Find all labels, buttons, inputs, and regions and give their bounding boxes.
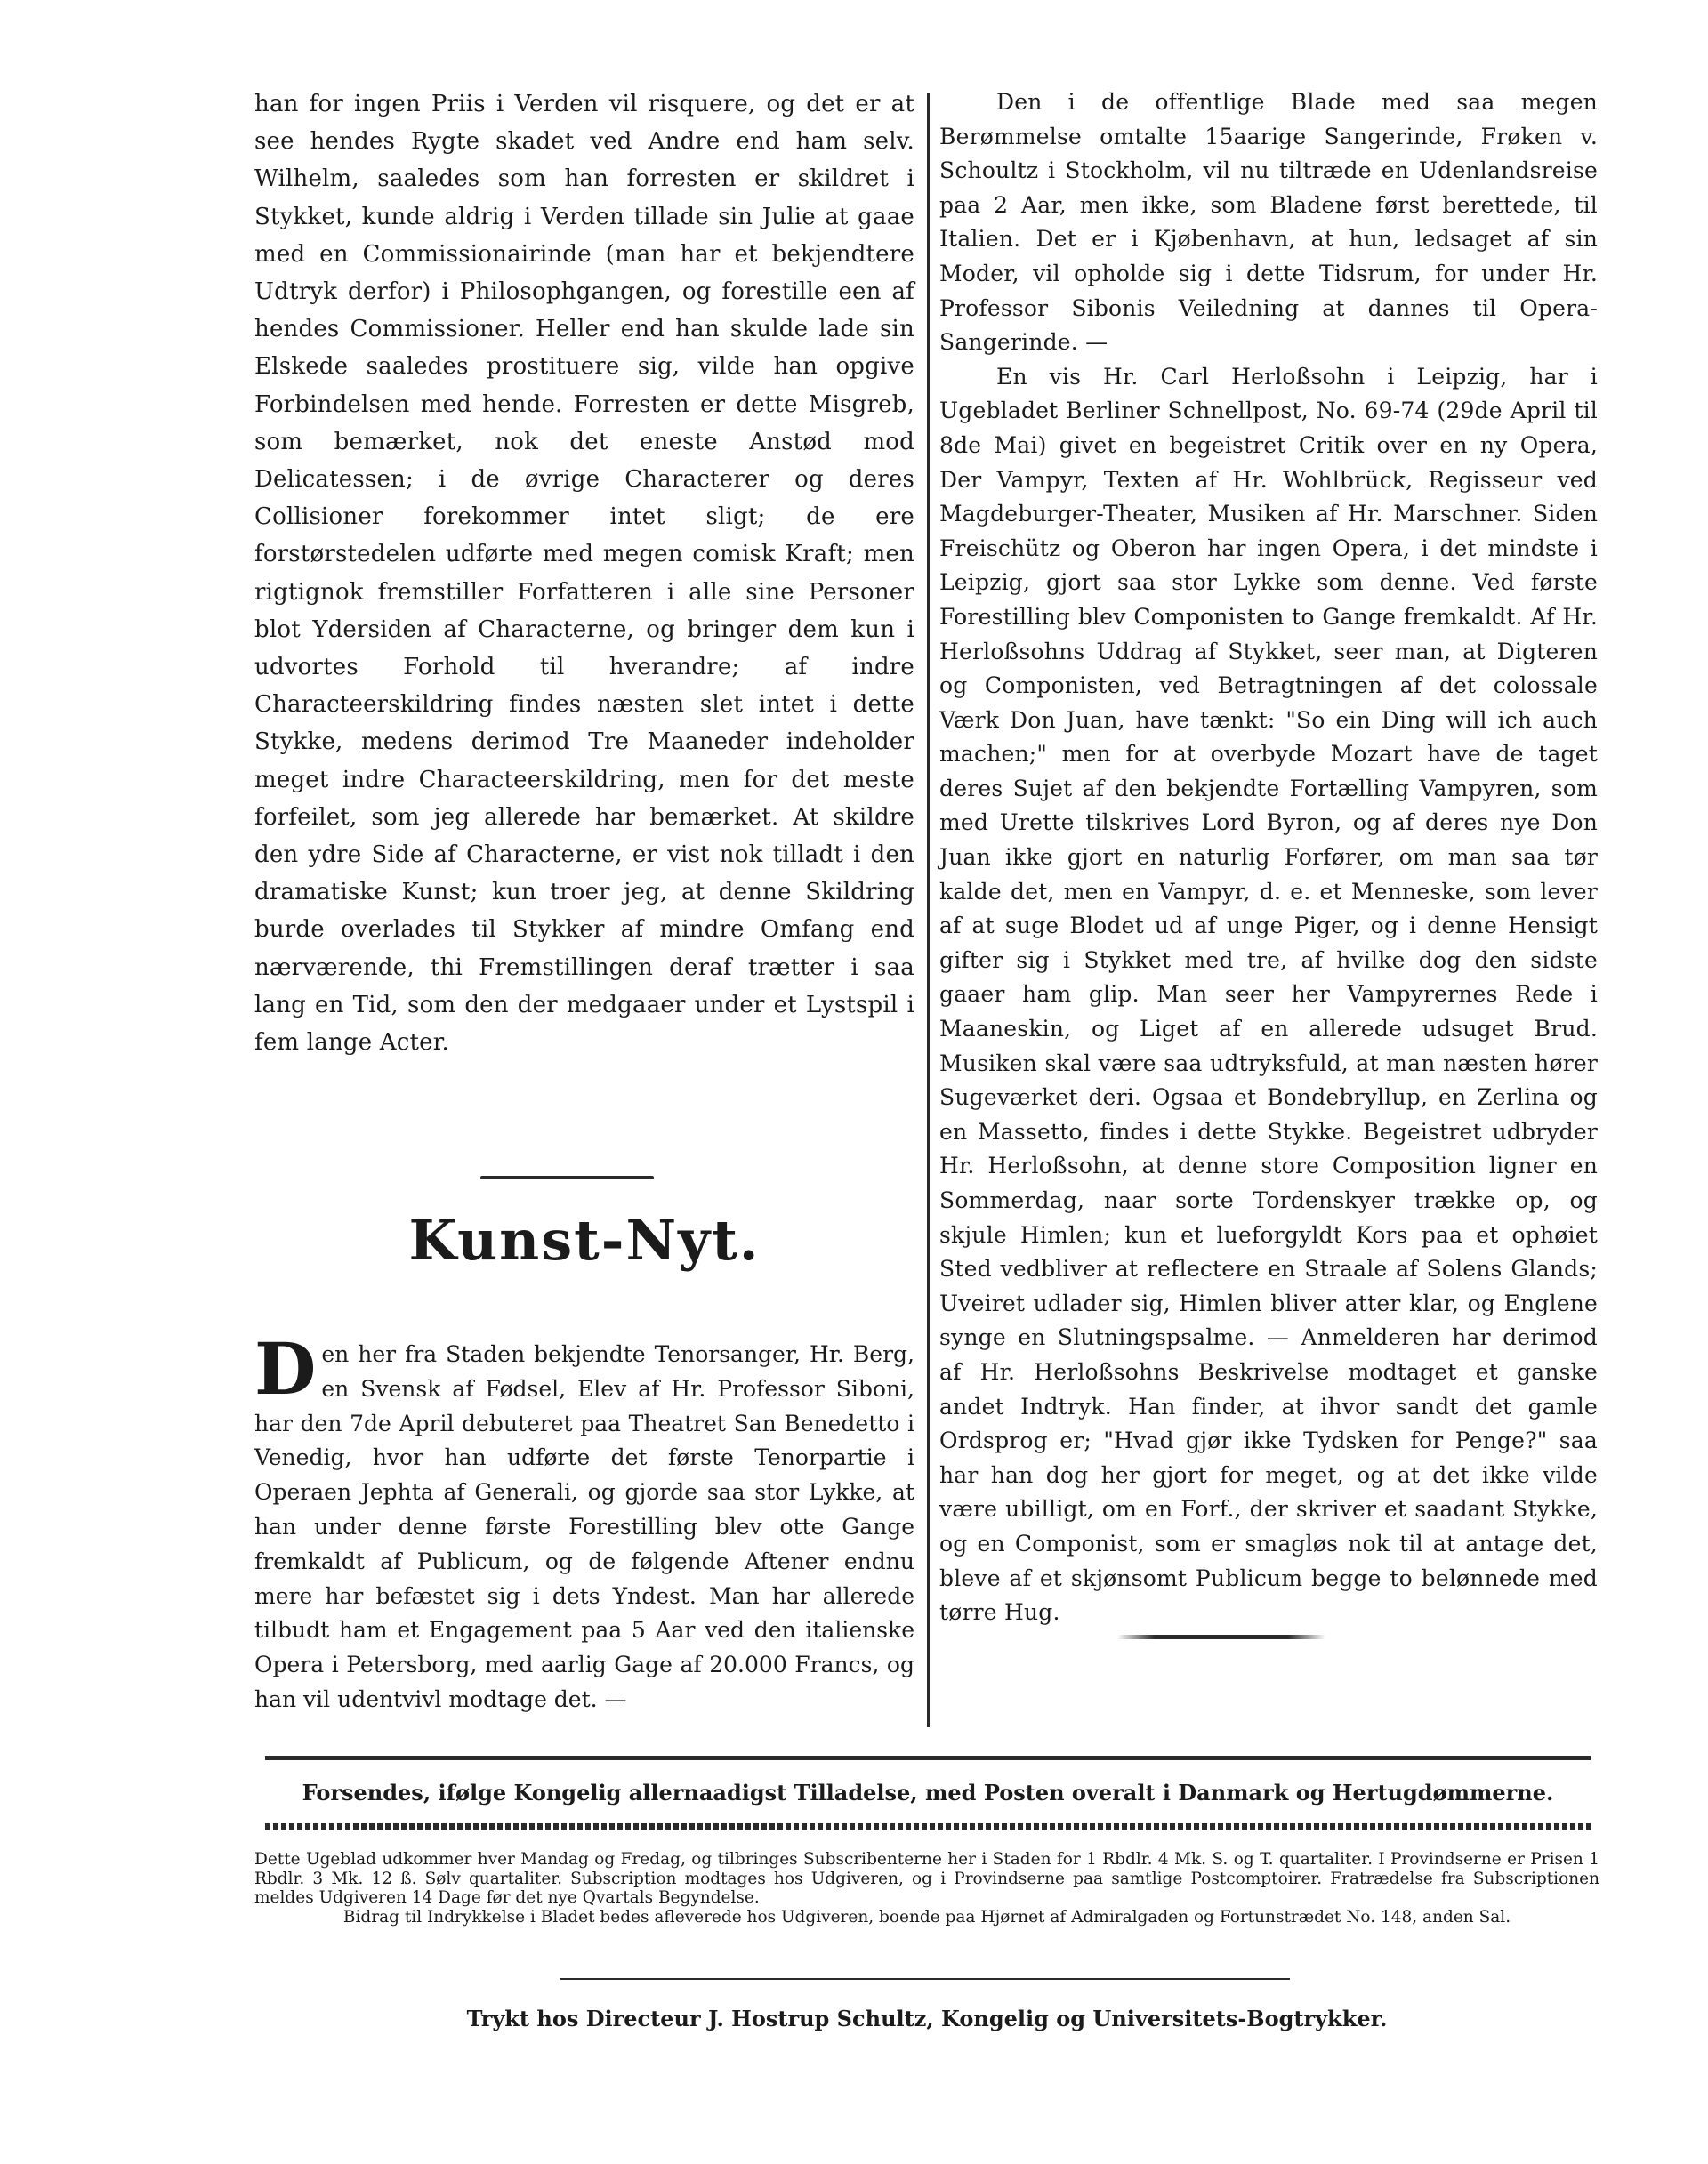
drop-cap: D: [254, 1327, 317, 1411]
contributions-text: Bidrag til Indrykkelse i Bladet bedes afleverede hos Udgiveren, boende paa Hjørnet af Admiralgaden og Fortunstrædet No. 148, anden Sal.: [342, 1907, 1511, 1927]
end-ornament: [1117, 1635, 1325, 1639]
postal-notice: Forsendes, ifølge Kongelig allernaadigst Tilladelse, med Posten overalt i Danmark og Hertugdømmerne.: [302, 1780, 1554, 1806]
right-column-paragraph-1: Den i de offentlige Blade med saa megen Berømmelse omtalte 15aarige Sangerinde, Frøken v. Schoultz i Stockholm, vil nu tiltræde en Udenlandsreise paa 2 Aar, men ikke, som Bladene først berettede, til Italien. Det er i Kjøbenhavn, at hun, ledsaget af sin Moder, vil opholde sig i dette Tidsrum, for under Hr. Professor Sibonis Veiledning at dannes til Opera-Sangerinde. —: [939, 89, 1598, 356]
column-divider: [927, 93, 930, 1727]
right-column-paragraph-2: En vis Hr. Carl Herloßsohn i Leipzig, har i Ugebladet Berliner Schnellpost, No. 69-74 (29de April til 8de Mai) givet en begeistret Critik over en ny Opera, Der Vampyr, Texten af Hr. Wohlbrück, Regisseur ved Magdeburger-Theater, Musiken af Hr. Marschner. Siden Freischütz og Oberon har ingen Opera, i det mindste i Leipzig, gjort saa stor Lykke som denne. Ved første Forestilling blev Componisten to Gange fremkaldt. Af Hr. Herloßsohns Uddrag af Stykket, seer man, at Digteren og Componisten, ved Betragtningen af det colossale Værk Don Juan, have tænkt: "So ein Ding will ich auch machen;" men for at overbyde Mozart have de taget deres Sujet af den bekjendte Fortælling Vampyren, som med Urette tilskrives Lord Byron, og af deres nye Don Juan ikke gjort en naturlig Forfører, om man saa tør kalde det, men en Vampyr, d. e. et Menneske, som lever af at suge Blodet ud af unge Piger, og i denne Hensigt gifter sig i Stykket med tre, af hvilke dog den sidste gaaer ham glip. Man seer her Vampyrernes Rede i Maaneskin, og Liget af en allerede udsuget Brud. Musiken skal være saa udtryksfuld, at man næsten hører Sugeværket deri. Ogsaa et Bondebryllup, en Zerlina og en Massetto, findes i dette Stykke. Begeistret udbryder Hr. Herloßsohn, at denne store Composition ligner en Sommerdag, naar sorte Tordenskyer trække op, og skjule Himlen; kun et lueforgyldt Kors paa et ophøiet Sted vedbliver at reflectere en Straale af Solens Glands; Uveiret udlader sig, Himlen bliver atter klar, og Englene synge en Slutningspsalme. — Anmelderen har derimod af Hr. Herloßsohns Beskrivelse modtaget et ganske andet Indtryk. Han finder, at ihvor sandt det gamle Ordsprog er; "Hvad gjør ikke Tydsken for Penge?" saa har han dog her gjort for meget, og at det ikke vilde være ubilligt, om en Forf., der skriver et saadant Stykke, og en Componist, som er smagløs nok til at antage det, bleve af et skjønsomt Publicum begge to belønnede med tørre Hug.: [939, 363, 1598, 1626]
footer-rule-wavy: [265, 1823, 1591, 1830]
left-column: [254, 85, 914, 1061]
section-ornament: [480, 1176, 654, 1179]
footer-rule-top: [265, 1756, 1591, 1760]
left-column-paragraph: han for ingen Priis i Verden vil risquere, og det er at see hendes Rygte skadet ved Andre end ham selv. Wilhelm, saaledes som han forresten er skildret i Stykket, kunde aldrig i Verden tillade sin Julie at gaae med en Commissionairinde (man har et bekjendtere Udtryk derfor) i Philosophgangen, og forestille een af hendes Commissioner. Heller end han skulde lade sin Elskede saaledes prostituere sig, vilde han opgive Forbindelsen med hende. Forresten er dette Misgreb, som bemærket, nok det eneste Anstød mod Delicatessen; i de øvrige Characterer og deres Collisioner forekommer intet sligt; de ere forstørstedelen udførte med megen comisk Kraft; men rigtignok fremstiller Forfatteren i alle sine Personer blot Ydersiden af Characterne, og bringer dem kun i udvortes Forhold til hverandre; af indre Characteerskildring findes næsten slet intet i dette Stykke, medens derimod Tre Maaneder indeholder meget indre Characteerskildring, men for det meste forfeilet, som jeg allerede har bemærket. At skildre den ydre Side af Characterne, er vist nok tilladt i den dramatiske Kunst; kun troer jeg, at denne Skildring burde overlades til Stykker af mindre Omfang end nærværende, thi Fremstillingen deraf trætter i saa lang en Tid, som den der medgaaer under et Lystspil i fem lange Acter.: [254, 91, 914, 1057]
kunst-nyt-text: en her fra Staden bekjendte Tenorsanger, Hr. Berg, en Svensk af Fødsel, Elev af Hr. Professor Siboni, har den 7de April debuteret paa Theatret San Benedetto i Venedig, hvor han udførte det første Tenorpartie i Operaen Jephta af Generali, og gjorde saa stor Lykke, at han under denne første Forestilling blev otte Gange fremkaldt af Publicum, og de følgende Aftener endnu mere har befæstet sig i dets Yndest. Man har allerede tilbudt ham et Engagement paa 5 Aar ved den italienske Opera i Petersborg, med aarlig Gage af 20.000 Francs, og han vil udentvivl modtage det. —: [254, 1341, 914, 1712]
kunst-nyt-paragraph: [254, 1327, 914, 1718]
subscription-info: [254, 1850, 1599, 1927]
printer-imprint: Trykt hos Directeur J. Hostrup Schultz, Kongelig og Universitets-Bogtrykker.: [466, 2006, 1388, 2031]
kunst-nyt-article: [254, 1327, 914, 1718]
kunst-nyt-heading: Kunst-Nyt.: [408, 1208, 761, 1273]
right-column: [939, 85, 1598, 1630]
subscription-text: Dette Ugeblad udkommer hver Mandag og Fredag, og tilbringes Subscribenterne her i Staden for 1 Rbdlr. 4 Mk. S. og T. quartaliter. I Provindserne er Prisen 1 Rbdlr. 3 Mk. 12 ß. Sølv quartaliter. Subscription modtages hos Udgiveren, og i Provindserne paa samtlige Postcomptoirer. Fratrædelse fra Subscriptionen meldes Udgiveren 14 Dage før det nye Qvartals Begyndelse.: [254, 1850, 1599, 1908]
footer-rule-thin: [560, 1978, 1290, 1980]
